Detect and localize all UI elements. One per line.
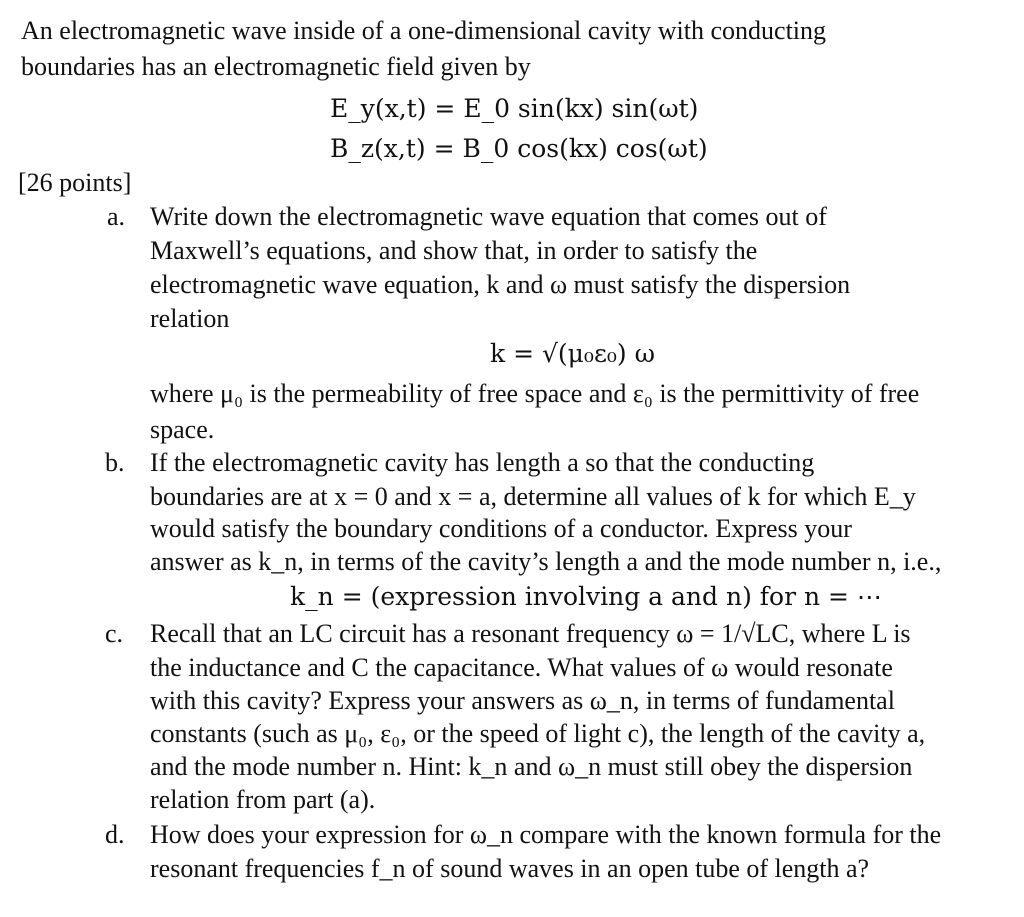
equation-ey: E_y(x,t) = E_0 sin(kx) sin(ωt)	[330, 94, 699, 123]
part-c-line-3: with this cavity? Express your answers as ω_n, in terms of fundamental	[150, 686, 895, 715]
part-c-line-5: and the mode number n. Hint: k_n and ω_n must still obey the dispersion	[150, 752, 913, 781]
intro-line-1: An electromagnetic wave inside of a one-dimensional cavity with conducting	[21, 16, 827, 45]
kn-equation: k_n = (expression involving a and n) for n = ⋯	[290, 582, 882, 611]
part-b-line-2: boundaries are at x = 0 and x = a, determine all values of k for which E_y	[150, 482, 916, 511]
part-a-line-2: Maxwell’s equations, and show that, in order to satisfy the	[150, 236, 758, 265]
part-b-line-1: If the electromagnetic cavity has length a so that the conducting	[150, 448, 815, 477]
part-c-label: c.	[105, 619, 124, 648]
part-a-where-line-1: where μ₀ is the permeability of free space and ε₀ is the permittivity of free	[150, 379, 920, 408]
part-b-line-4: answer as k_n, in terms of the cavity’s length a and the mode number n, i.e.,	[150, 547, 942, 576]
points-label: [26 points]	[18, 168, 132, 197]
part-a-line-4: relation	[150, 304, 230, 333]
part-d-line-2: resonant frequencies f_n of sound waves in an open tube of length a?	[150, 854, 870, 883]
part-d-line-1: How does your expression for ω_n compare with the known formula for the	[150, 820, 942, 849]
part-a-line-3: electromagnetic wave equation, k and ω must satisfy the dispersion	[150, 270, 851, 299]
intro-line-2: boundaries has an electromagnetic field given by	[21, 52, 531, 81]
equation-bz: B_z(x,t) = B_0 cos(kx) cos(ωt)	[330, 134, 708, 163]
part-c-line-6: relation from part (a).	[150, 785, 376, 814]
part-a-line-1: Write down the electromagnetic wave equation that comes out of	[150, 202, 827, 231]
dispersion-relation-equation: k = √(μ₀ε₀) ω	[490, 339, 656, 368]
part-b-line-3: would satisfy the boundary conditions of a conductor. Express your	[150, 514, 852, 543]
part-b-label: b.	[105, 448, 125, 477]
part-c-line-2: the inductance and C the capacitance. What values of ω would resonate	[150, 653, 893, 682]
part-a-where-line-2: space.	[150, 415, 215, 444]
part-a-label: a.	[107, 202, 126, 231]
part-c-line-4: constants (such as μ₀, ε₀, or the speed of light c), the length of the cavity a,	[150, 719, 926, 748]
part-d-label: d.	[105, 820, 125, 849]
part-c-line-1: Recall that an LC circuit has a resonant frequency ω = 1/√LC, where L is	[150, 619, 911, 648]
